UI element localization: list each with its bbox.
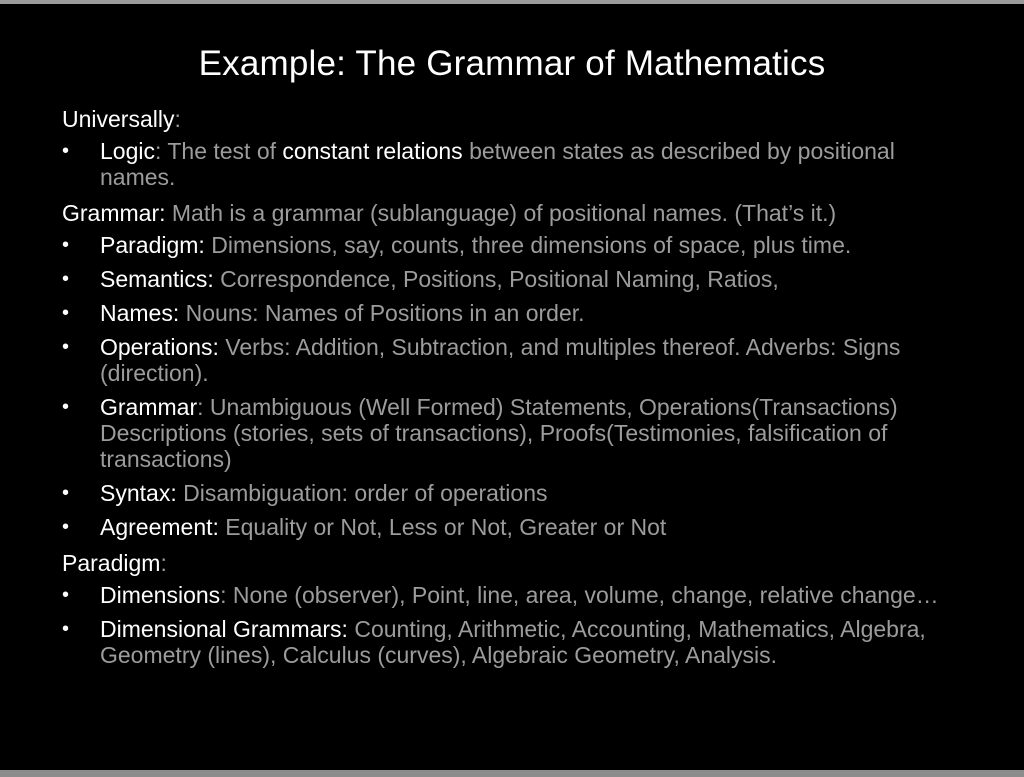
bullet-item	[62, 394, 972, 472]
bullet-text: None (observer), Point, line, area, volume, change, relative change…	[226, 582, 939, 608]
bullet-dot-icon: •	[62, 268, 70, 290]
bullet-term: Semantics:	[100, 266, 214, 292]
bullet-term: Syntax:	[100, 480, 177, 506]
bullet-text: Dimensions, say, counts, three dimensions of space, plus time.	[204, 232, 852, 258]
bullet-dot-icon: •	[62, 234, 70, 256]
section-heading-description: Math is a grammar (sublanguage) of positional names. (That’s it.)	[165, 200, 837, 226]
bullet-term: Paradigm:	[100, 232, 205, 258]
section-heading	[62, 548, 972, 578]
bullet-item	[62, 514, 972, 540]
section-heading-colon: :	[160, 550, 167, 576]
bullet-item	[62, 300, 972, 326]
bullet-item	[62, 266, 972, 292]
slide	[0, 4, 1024, 770]
bullet-item	[62, 232, 972, 258]
bullet-term-colon: :	[154, 138, 162, 164]
section-heading-text: Universally	[62, 106, 175, 132]
section-heading-text: Paradigm	[62, 550, 161, 576]
bullet-text: Disambiguation: order of operations	[176, 480, 548, 506]
bullet-text: Counting, Arithmetic, Accounting, Mathematics, Algebra, Geometry (lines), Calculus (curves), Algebraic Geometry, Analysis.	[100, 616, 926, 668]
bullet-term: Operations:	[100, 334, 219, 360]
bullet-dot-icon: •	[62, 482, 70, 504]
bullet-text: The test of	[161, 138, 283, 164]
bullet-dot-icon: •	[62, 140, 70, 162]
section-heading-colon: :	[174, 106, 181, 132]
bullet-item	[62, 616, 972, 668]
bullet-term-colon: :	[220, 582, 227, 608]
section-heading-text: Grammar:	[62, 200, 166, 226]
section-heading	[62, 198, 972, 228]
bullet-dot-icon: •	[62, 516, 70, 538]
bullet-term-colon: :	[197, 394, 204, 420]
bullet-item	[62, 582, 972, 608]
bullet-text: Nouns: Names of Positions in an order.	[179, 300, 585, 326]
bullet-dot-icon: •	[62, 396, 70, 418]
bullet-item	[62, 480, 972, 506]
bullet-term: Names:	[100, 300, 180, 326]
bullet-term: Agreement:	[100, 514, 219, 540]
bullet-text: between states as described by positional names.	[100, 138, 895, 190]
bullet-term: Grammar	[100, 394, 198, 420]
slide-title: Example: The Grammar of Mathematics	[198, 44, 826, 83]
slide-body	[62, 104, 972, 676]
bullet-dot-icon: •	[62, 302, 70, 324]
bullet-dot-icon: •	[62, 618, 70, 640]
bullet-term: Logic	[100, 138, 155, 164]
bullet-text: Equality or Not, Less or Not, Greater or Not	[218, 514, 667, 540]
bullet-term: Dimensional Grammars:	[100, 616, 348, 642]
bullet-dot-icon: •	[62, 336, 70, 358]
bullet-text: Verbs: Addition, Subtraction, and multiples thereof. Adverbs: Signs (direction).	[100, 334, 901, 386]
bullet-term: Dimensions	[100, 582, 221, 608]
bullet-text: Correspondence, Positions, Positional Naming, Ratios,	[213, 266, 779, 292]
bullet-item	[62, 138, 972, 190]
bullet-dot-icon: •	[62, 584, 70, 606]
window-bottom-edge	[0, 770, 1024, 777]
bullet-item	[62, 334, 972, 386]
bullet-text: Unambiguous (Well Formed) Statements, Operations(Transactions) Descriptions (stories, sets of transactions), Proofs(Testimonies, falsification of transactions)	[100, 394, 898, 472]
section-heading	[62, 104, 972, 134]
bullet-text: constant relations	[282, 138, 463, 164]
